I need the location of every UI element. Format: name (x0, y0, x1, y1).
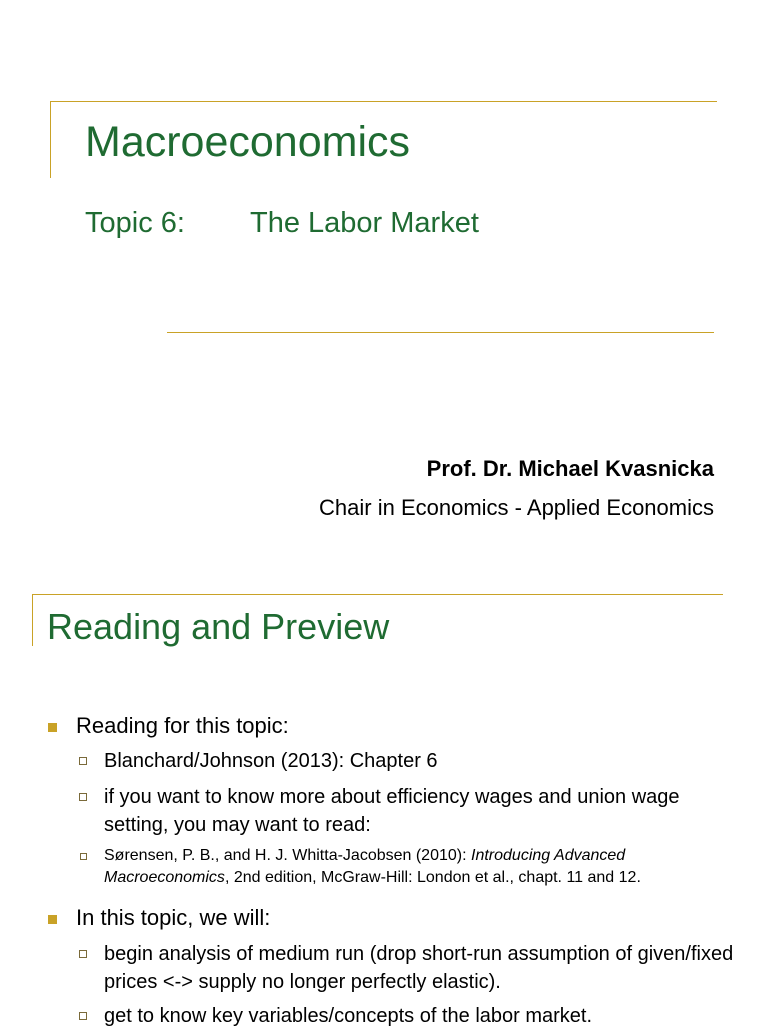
topic-subtitle (85, 207, 479, 240)
author-affiliation: Chair in Economics - Applied Economics (319, 495, 714, 520)
hollow-square-bullet-icon (79, 950, 87, 958)
author-name: Prof. Dr. Michael Kvasnicka (426, 456, 714, 481)
content-slide (0, 572, 768, 1027)
hollow-square-bullet-icon (79, 1012, 87, 1020)
hollow-square-bullet-icon (80, 853, 87, 860)
square-bullet-icon (48, 723, 57, 732)
reference-details: , 2nd edition, McGraw-Hill: London et al., chapt. 11 and 12. (224, 869, 641, 886)
reference-authors: Sørensen, P. B., and H. J. Whitta-Jacobsen (2010): (104, 847, 471, 864)
title-divider-rule (167, 332, 714, 333)
bullet-l1-preview: In this topic, we will: (76, 905, 271, 930)
bullet-l3-sorensen (104, 845, 744, 889)
topic-title: The Labor Market (250, 207, 479, 239)
slide-frame-left-rule (32, 594, 33, 646)
bullet-l2-efficiency-wages: if you want to know more about efficiency wages and union wage setting, you may want to read: (104, 786, 680, 836)
square-bullet-icon (48, 915, 57, 924)
slide-frame-top-rule (32, 594, 723, 595)
bullet-l1-reading: Reading for this topic: (76, 713, 289, 738)
hollow-square-bullet-icon (79, 757, 87, 765)
reference-book-title: Introducing Advanced Macroeconomics (104, 847, 626, 886)
course-title: Macroeconomics (85, 118, 410, 166)
bullet-l2-blanchard: Blanchard/Johnson (2013): Chapter 6 (104, 750, 438, 772)
title-frame-left-rule (50, 101, 51, 178)
slide-title: Reading and Preview (47, 606, 390, 647)
hollow-square-bullet-icon (79, 793, 87, 801)
bullet-l2-key-variables: get to know key variables/concepts of the labor market. (104, 1005, 593, 1027)
topic-number: Topic 6: (85, 207, 185, 239)
title-frame-top-rule (50, 101, 717, 102)
bullet-l2-medium-run: begin analysis of medium run (drop short-run assumption of given/fixed prices <-> supply no longer perfectly elastic). (104, 943, 734, 993)
